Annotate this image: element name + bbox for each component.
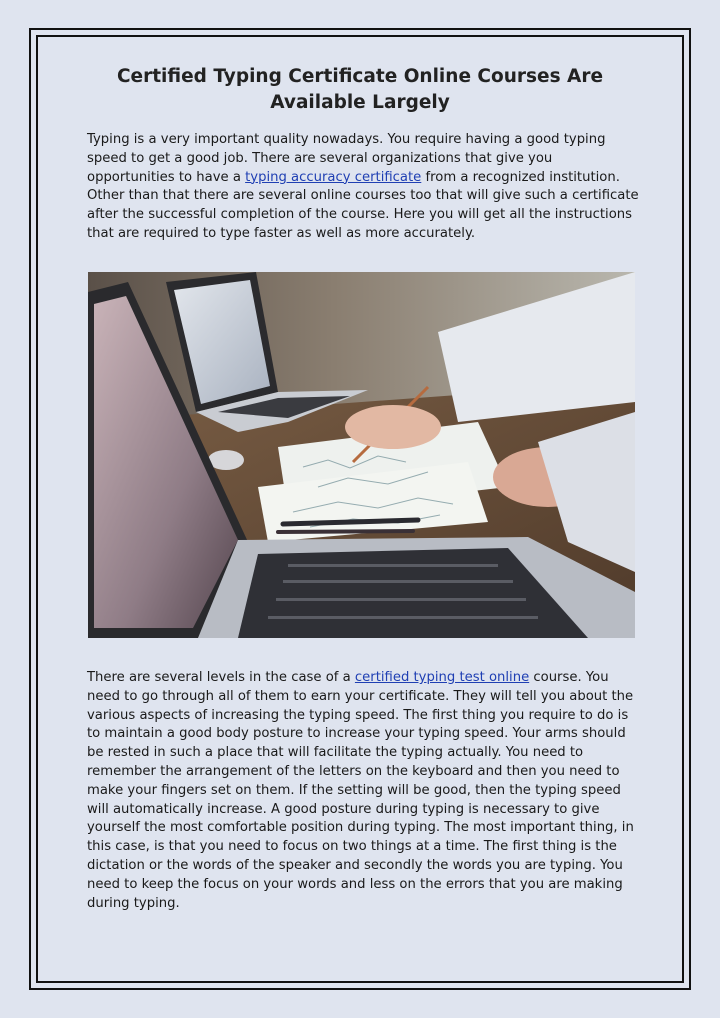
typing-accuracy-certificate-link[interactable]: typing accuracy certificate [245, 169, 422, 185]
intro-paragraph [87, 131, 639, 244]
page-title: Certified Typing Certificate Online Courses Are Available Largely [116, 66, 604, 113]
body-text-before-link: There are several levels in the case of a [87, 670, 355, 685]
body-text-after-link: course. You need to go through all of them to earn your certificate. They will tell you about the various aspects of increasing the typing speed. The first thing you require to do is to maintain a good body posture to increase your typing speed. Your arms should be rested in such a place that will facilitate the typing actually. You need to remember the arrangement of the letters on the keyboard and then you need to make your fingers set on them. If the setting will be good, then the typing speed will automatically increase. A good posture during typing is necessary to give yourself the most comfortable position during typing. The most important thing, in this case, is that you need to focus on two things at a time. The first thing is the dictation or the words of the speaker and secondly the words you are typing. You need to keep the focus on your words and less on the errors that you are making during typing. [87, 670, 634, 911]
body-paragraph [87, 669, 639, 913]
intro-text-before-link: Typing is a very important quality nowadays. You require having a good typing speed to get a good job. There are several organizations that give you opportunities to have a [87, 132, 606, 185]
certified-typing-test-online-link[interactable]: certified typing test online [354, 670, 530, 685]
intro-text-after-link: from a recognized institution. Other than that there are several online courses too that will give such a certificate after the successful completion of the course. Here you will get all the instructions that are required to type faster as well as more accurately. [87, 169, 639, 241]
laptops-desk-photo [88, 272, 635, 638]
